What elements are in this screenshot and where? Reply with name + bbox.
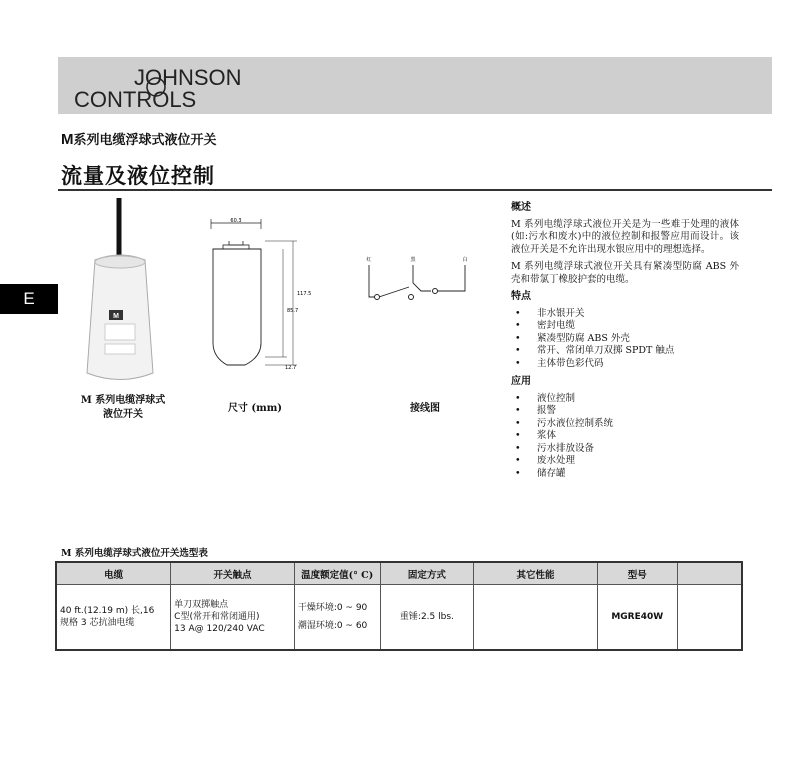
overview-paragraph: M 系列电缆浮球式液位开关具有紧凑型防腐 ABS 外壳和带氯丁橡胶护套的电缆。 xyxy=(511,261,739,285)
column-header: 其它性能 xyxy=(474,562,598,585)
cell-cable: 40 ft.(12.19 m) 长,16 规格 3 芯抗油电缆 xyxy=(56,585,171,651)
wiring-caption: 接线图 xyxy=(410,403,440,414)
svg-text:红: 红 xyxy=(366,257,372,263)
applications-list xyxy=(511,393,739,481)
section-tab: E xyxy=(0,284,58,314)
list-item: • 常开、常闭单刀双掷 SPDT 触点 xyxy=(527,345,739,358)
svg-text:117.5: 117.5 xyxy=(297,291,312,297)
svg-text:JOHNSON: JOHNSON xyxy=(134,65,242,90)
page-title: 流量及液位控制 xyxy=(61,163,215,188)
list-item: • 紧凑型防腐 ABS 外壳 xyxy=(527,333,739,346)
list-item: • 密封电缆 xyxy=(527,320,739,333)
product-image xyxy=(75,198,165,388)
column-header: 电缆 xyxy=(56,562,171,585)
overview-paragraph: M 系列电缆浮球式液位开关是为一些难于处理的液体(如:污水和废水)中的液位控制和报警应用而设计。该液位开关是不允许出现水银应用中的理想选择。 xyxy=(511,218,739,255)
list-item: • 非水银开关 xyxy=(527,308,739,321)
column-header: 温度额定值(° C) xyxy=(294,562,380,585)
wiring-diagram xyxy=(355,255,475,315)
cell-contact: 单刀双掷触点 C型(常开和常闭通用) 13 A@ 120/240 VAC xyxy=(171,585,295,651)
overview-heading: 概述 xyxy=(511,202,531,213)
list-item: • 报警 xyxy=(527,405,739,418)
column-header: 型号 xyxy=(597,562,677,585)
cell-temperature: 干燥环境:0 ~ 90 潮湿环境:0 ~ 60 xyxy=(294,585,380,651)
table-header-row xyxy=(56,562,742,585)
list-item: • 主体带色彩代码 xyxy=(527,358,739,371)
svg-text:12.7: 12.7 xyxy=(285,365,297,371)
selection-table xyxy=(55,561,743,651)
column-header: 开关触点 xyxy=(171,562,295,585)
features-list xyxy=(511,308,739,371)
list-item: • 污水排放设备 xyxy=(527,443,739,456)
svg-text:黑: 黑 xyxy=(410,257,416,263)
svg-text:60.3: 60.3 xyxy=(230,218,242,224)
svg-text:85.7: 85.7 xyxy=(287,308,299,314)
cell-mount: 重锤:2.5 lbs. xyxy=(380,585,474,651)
list-item: • 浆体 xyxy=(527,430,739,443)
list-item: • 污水液位控制系统 xyxy=(527,418,739,431)
product-subtitle: M系列电缆浮球式液位开关 xyxy=(61,131,217,148)
cell-model: MGRE40W xyxy=(597,585,677,651)
title-divider xyxy=(58,189,772,191)
svg-text:M: M xyxy=(113,313,119,320)
svg-text:CONTROLS: CONTROLS xyxy=(74,87,197,112)
list-item: • 废水处理 xyxy=(527,455,739,468)
description-panel xyxy=(511,202,739,486)
list-item: • 液位控制 xyxy=(527,393,739,406)
johnson-controls-logo xyxy=(72,60,272,112)
table-row xyxy=(56,585,742,651)
cell-extra xyxy=(677,585,742,651)
applications-heading: 应用 xyxy=(511,376,531,387)
svg-text:白: 白 xyxy=(462,257,468,263)
column-header xyxy=(677,562,742,585)
column-header: 固定方式 xyxy=(380,562,474,585)
cell-other xyxy=(474,585,598,651)
features-heading: 特点 xyxy=(511,291,531,302)
product-caption: M 系列电缆浮球式 液位开关 xyxy=(80,395,166,420)
table-title: M 系列电缆浮球式液位开关选型表 xyxy=(61,548,208,559)
list-item: • 储存罐 xyxy=(527,468,739,481)
dimension-caption: 尺寸 (mm) xyxy=(227,403,283,414)
dimension-drawing xyxy=(205,215,312,385)
